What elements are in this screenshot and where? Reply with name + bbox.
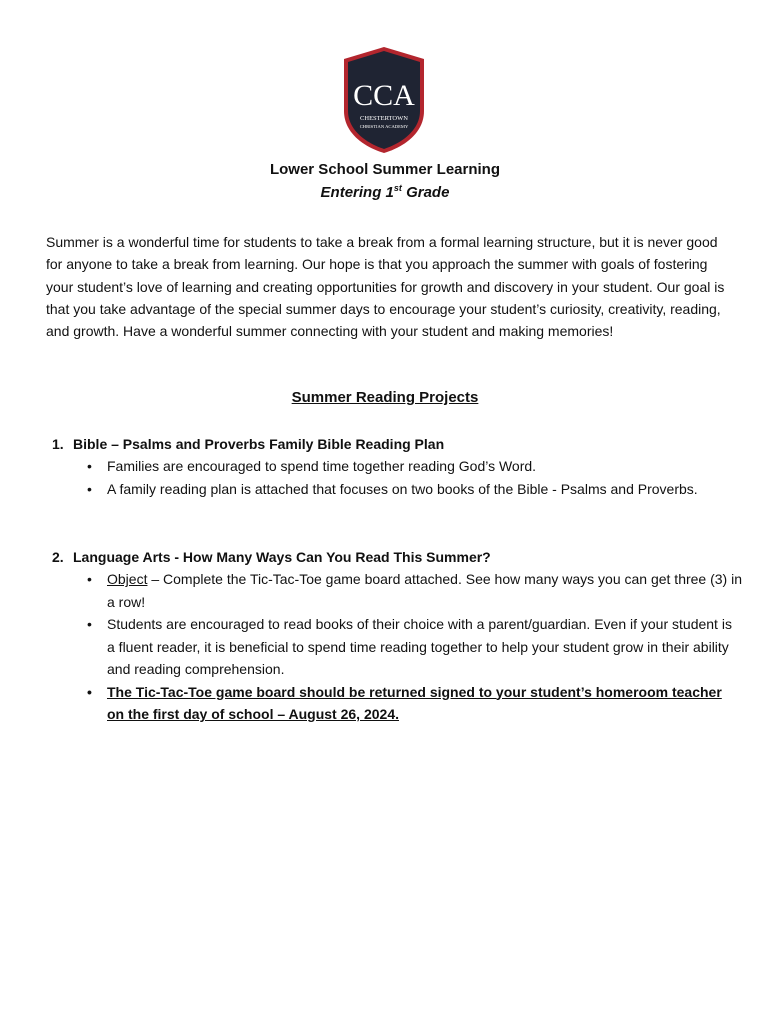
intro-paragraph: Summer is a wonderful time for students to take a break from a formal learning structure, but it is never good for anyone to take a break from learning. Our hope is that you approach the summer with goals of fostering your student’s love of learning and creating opportunities for growth and discovery in your student. Our goal is that you take advantage of the special summer days to encourage your student’s curiosity, creativity, reading, and growth. Have a wonderful summer connecting with your student and making memories! <box>46 234 725 340</box>
project-bible <box>52 433 742 500</box>
bullet-item-object <box>107 568 742 613</box>
section-heading: Summer Reading Projects <box>291 389 479 406</box>
project-language-arts <box>52 546 742 726</box>
project-title-text: Bible – Psalms and Proverbs Family Bible Reading Plan <box>73 436 445 452</box>
logo-monogram: CCA <box>353 79 415 112</box>
project-item <box>52 546 742 726</box>
logo-name-line2: CHRISTIAN ACADEMY <box>359 124 409 129</box>
logo-name-line1: CHESTERTOWN <box>360 115 408 122</box>
subtitle-text: Entering 1 <box>320 184 394 201</box>
object-text: – Complete the Tic-Tac-Toe game board attached. See how many ways you can get three (3) in a row! <box>107 571 743 610</box>
project-item <box>52 433 742 500</box>
project-title <box>52 546 742 568</box>
subtitle-superscript: st <box>393 183 402 193</box>
object-label: Object <box>107 571 148 587</box>
project-number: 2. <box>52 549 64 565</box>
bullet-item: • A family reading plan is attached that focuses on two books of the Bible - Psalms and Proverbs. <box>107 478 742 501</box>
school-logo <box>342 45 426 155</box>
bullet-list <box>52 568 742 726</box>
project-title <box>52 433 742 455</box>
project-number: 1. <box>52 436 64 452</box>
bullet-list <box>52 455 742 500</box>
deadline-notice: • The Tic-Tac-Toe game board should be returned signed to your student’s homeroom teacher on the first day of school – August 26, 2024. <box>107 681 742 726</box>
subtitle-grade: Grade <box>401 184 450 201</box>
project-title-text: Language Arts - How Many Ways Can You Read This Summer? <box>73 549 491 565</box>
bullet-item: • Families are encouraged to spend time together reading God’s Word. <box>107 455 742 478</box>
page-subtitle <box>0 184 770 201</box>
bullet-item: • Students are encouraged to read books of their choice with a parent/guardian. Even if your student is a fluent reader, it is beneficial to spend time reading together to help your student grow in their ability and reading comprehension. <box>107 613 742 681</box>
page-title: Lower School Summer Learning <box>269 161 501 178</box>
